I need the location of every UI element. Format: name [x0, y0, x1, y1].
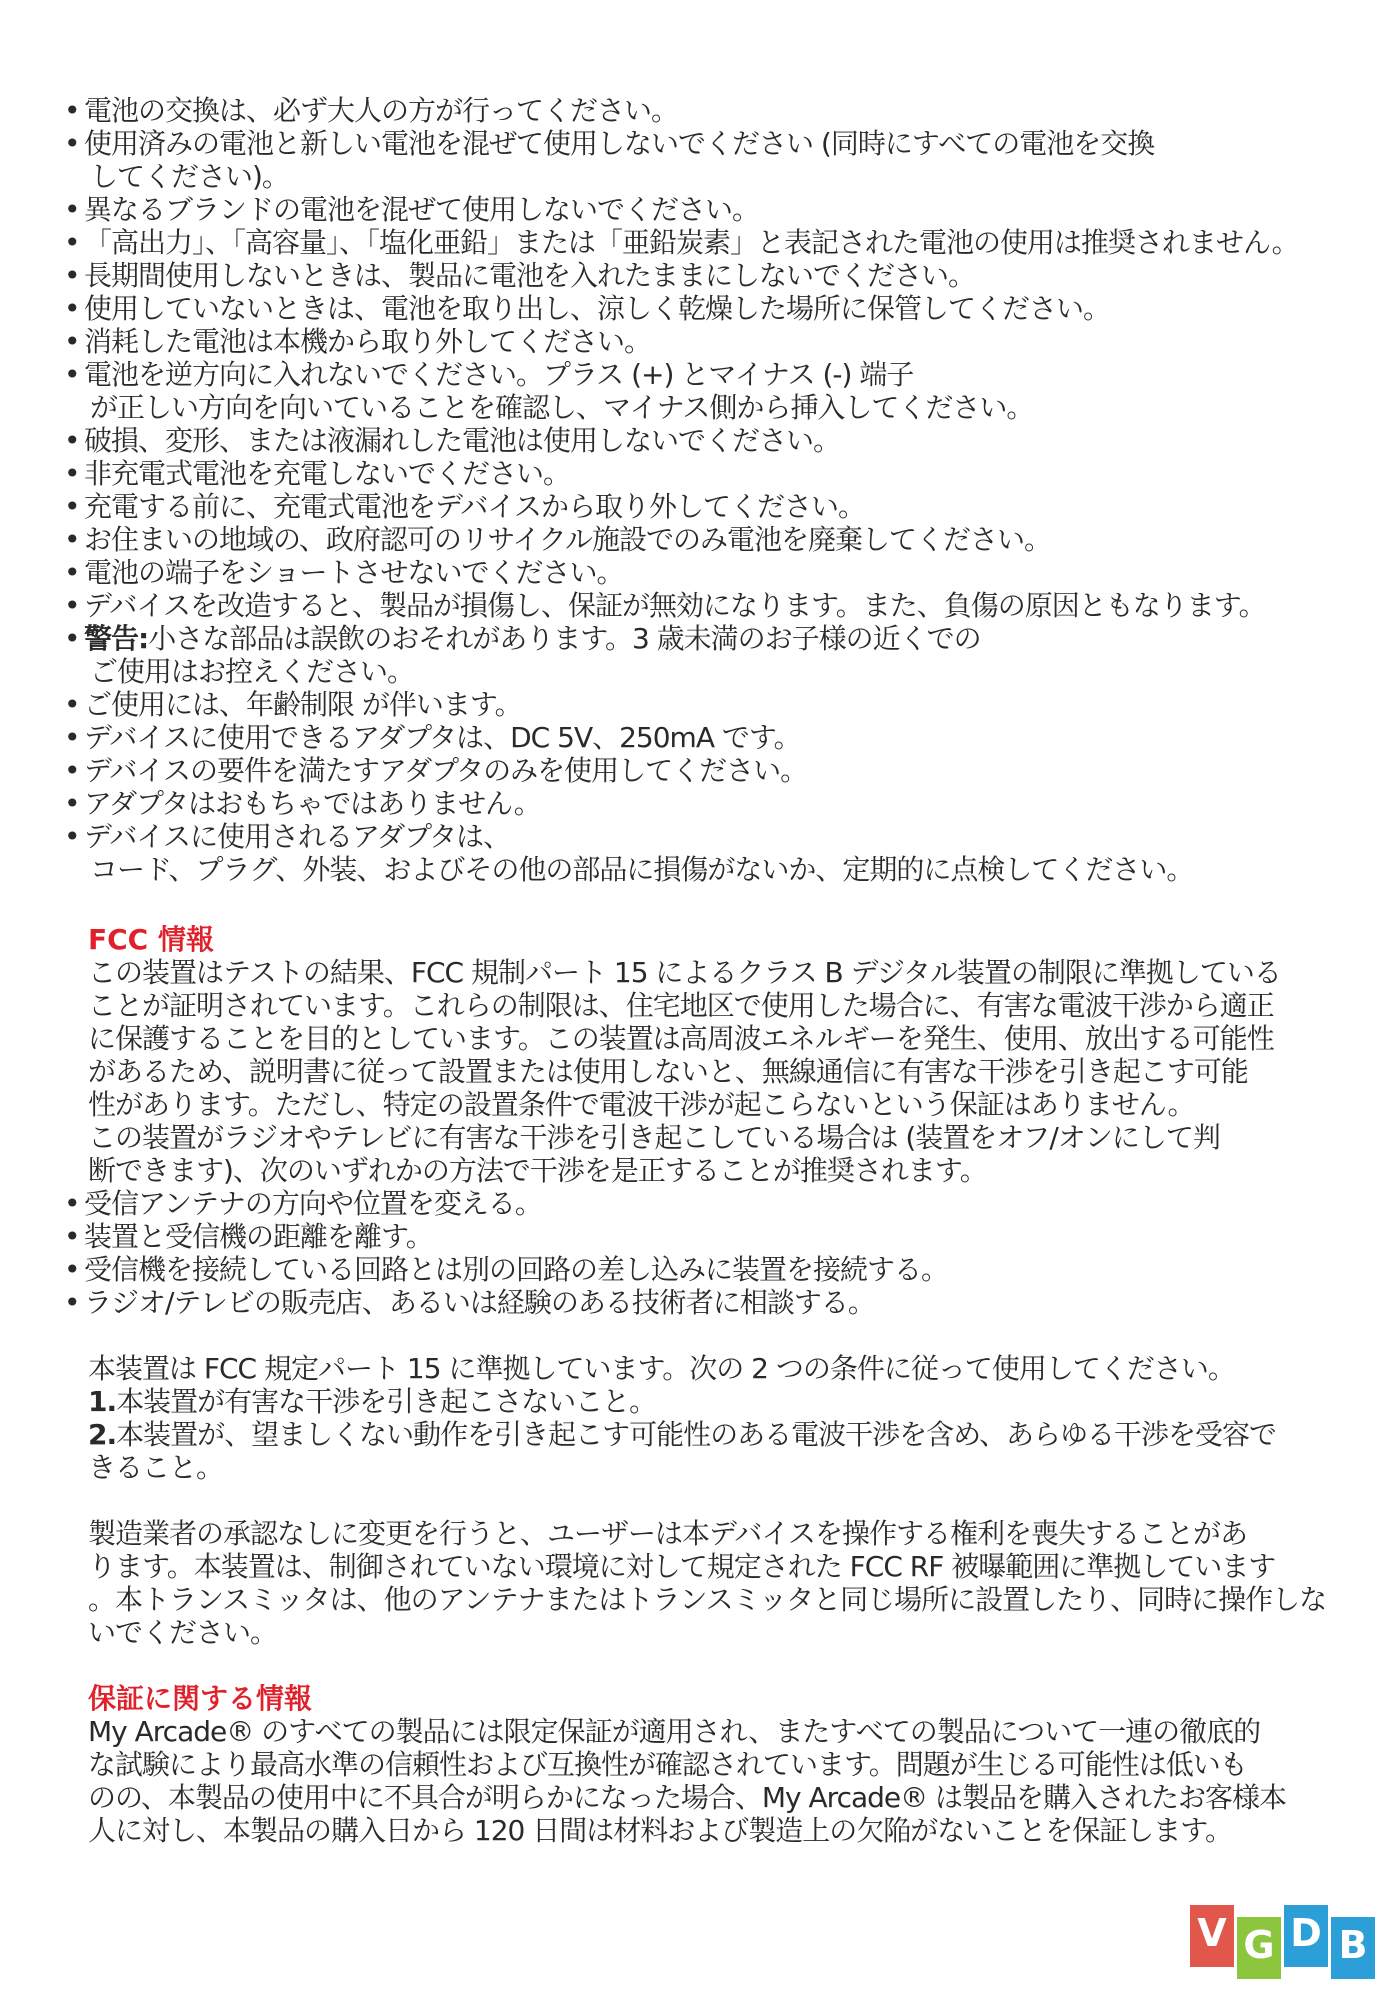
bullet-text: デバイスの要件を満たすアダプタのみを使用してください。	[84, 754, 808, 787]
bullet-text: 長期間使用しないときは、製品に電池を入れたままにしないでください。	[84, 259, 976, 292]
bullet-dot: •	[64, 820, 81, 853]
bullet-dot: •	[64, 457, 81, 490]
bullet-text: 充電する前に、充電式電池をデバイスから取り外してください。	[84, 490, 866, 523]
bullet-dot: •	[64, 688, 81, 721]
logo-tile	[1331, 1917, 1375, 1979]
bullet-dot: •	[64, 1187, 81, 1220]
bullet-text: 使用済みの電池と新しい電池を混ぜて使用しないでください (同時にすべての電池を交換	[84, 127, 1155, 160]
fcc-bullet-text: ラジオ/テレビの販売店、あるいは経験のある技術者に相談する。	[84, 1286, 875, 1319]
bullet-text: が正しい方向を向いていることを確認し、マイナス側から挿入してください。	[90, 391, 1034, 424]
bullet-dot: •	[64, 787, 81, 820]
fcc-condition-1: 1.本装置が有害な干渉を引き起こさないこと。	[88, 1385, 657, 1418]
bullet-dot: •	[64, 721, 81, 754]
bullet-dot: •	[64, 358, 81, 391]
bullet-text: アダプタはおもちゃではありません。	[84, 787, 541, 820]
warranty-paragraph-line: な試験により最高水準の信頼性および互換性が確認されています。問題が生じる可能性は低いも	[88, 1748, 1247, 1781]
fcc-heading: FCC 情報	[88, 923, 214, 956]
fcc-paragraph-line: ります。本装置は、制御されていない環境に対して規定された FCC RF 被曝範囲に準拠しています	[88, 1550, 1276, 1583]
fcc-paragraph-line: この装置がラジオやテレビに有害な干渉を引き起こしている場合は (装置をオフ/オンにして判	[88, 1121, 1220, 1154]
bullet-text: 「高出力」、「高容量」、「塩化亜鉛」または「亜鉛炭素」と表記された電池の使用は推奨されません。	[84, 226, 1299, 259]
bullet-text: 警告:小さな部品は誤飲のおそれがあります。3 歳未満のお子様の近くでの	[84, 622, 981, 655]
logo-tile	[1237, 1917, 1281, 1979]
bullet-text: 電池の交換は、必ず大人の方が行ってください。	[84, 94, 679, 127]
warranty-heading: 保証に関する情報	[88, 1682, 313, 1715]
bullet-text: 非充電式電池を充電しないでください。	[84, 457, 571, 490]
fcc-paragraph-line: いでください。	[88, 1616, 278, 1649]
bullet-dot: •	[64, 556, 81, 589]
bullet-dot: •	[64, 1286, 81, 1319]
fcc-condition-2: 2.本装置が、望ましくない動作を引き起こす可能性のある電波干渉を含め、あらゆる干渉を受容で	[88, 1418, 1277, 1451]
bullet-dot: •	[64, 1220, 81, 1253]
bullet-dot: •	[64, 490, 81, 523]
logo-letter: D	[1290, 1911, 1322, 1955]
warranty-paragraph-line: のの、本製品の使用中に不具合が明らかになった場合、My Arcade® は製品を購入されたお客様本	[88, 1781, 1287, 1814]
bullet-text: お住まいの地域の、政府認可のリサイクル施設でのみ電池を廃棄してください。	[84, 523, 1051, 556]
fcc-paragraph-line: 性があります。ただし、特定の設置条件で電波干渉が起こらないという保証はありません。	[88, 1088, 1195, 1121]
warranty-paragraph-line: My Arcade® のすべての製品には限定保証が適用され、またすべての製品について一連の徹底的	[88, 1715, 1261, 1748]
warning-label: 警告:	[84, 622, 149, 655]
fcc-paragraph-line: 。本トランスミッタは、他のアンテナまたはトランスミッタと同じ場所に設置したり、同時に操作しな	[88, 1583, 1327, 1616]
bullet-text: 異なるブランドの電池を混ぜて使用しないでください。	[84, 193, 760, 226]
bullet-dot: •	[64, 1253, 81, 1286]
logo-letter: G	[1243, 1923, 1275, 1967]
bullet-dot: •	[64, 325, 81, 358]
fcc-paragraph-line: に保護することを目的としています。この装置は高周波エネルギーを発生、使用、放出する可能性	[88, 1022, 1274, 1055]
bullet-dot: •	[64, 94, 81, 127]
bullet-dot: •	[64, 754, 81, 787]
bullet-text: 破損、変形、または液漏れした電池は使用しないでください。	[84, 424, 841, 457]
fcc-paragraph-line: ことが証明されています。これらの制限は、住宅地区で使用した場合に、有害な電波干渉から適正	[88, 989, 1274, 1022]
bullet-dot: •	[64, 292, 81, 325]
fcc-paragraph-line: 断できます)、次のいずれかの方法で干渉を是正することが推奨されます。	[88, 1154, 987, 1187]
bullet-dot: •	[64, 523, 81, 556]
bullet-dot: •	[64, 193, 81, 226]
bullet-text: 使用していないときは、電池を取り出し、涼しく乾燥した場所に保管してください。	[84, 292, 1111, 325]
logo-tile	[1190, 1905, 1234, 1967]
bullet-dot: •	[64, 259, 81, 292]
bullet-text: デバイスを改造すると、製品が損傷し、保証が無効になります。また、負傷の原因ともなります。	[84, 589, 1266, 622]
bullet-text: デバイスに使用されるアダプタは、	[84, 820, 511, 853]
fcc-paragraph-line: があるため、説明書に従って設置または使用しないと、無線通信に有害な干渉を引き起こす可能	[88, 1055, 1248, 1088]
bullet-text: 電池の端子をショートさせないでください。	[84, 556, 624, 589]
fcc-bullet-text: 受信アンテナの方向や位置を変える。	[84, 1187, 542, 1220]
vgdb-logo	[1190, 1905, 1380, 1981]
bullet-text: ご使用には、年齢制限 が伴います。	[84, 688, 522, 721]
bullet-dot: •	[64, 622, 81, 655]
fcc-condition-2: きること。	[88, 1451, 224, 1484]
fcc-paragraph-line: この装置はテストの結果、FCC 規制パート 15 によるクラス B デジタル装置の制限に準拠している	[88, 956, 1281, 989]
bullet-text: 消耗した電池は本機から取り外してください。	[84, 325, 652, 358]
logo-letter: V	[1197, 1911, 1227, 1955]
fcc-bullet-text: 受信機を接続している回路とは別の回路の差し込みに装置を接続する。	[84, 1253, 949, 1286]
condition-number: 1.	[88, 1385, 117, 1418]
fcc-bullet-text: 装置と受信機の距離を離す。	[84, 1220, 433, 1253]
logo-letter: B	[1338, 1923, 1368, 1967]
condition-number: 2.	[88, 1418, 117, 1451]
bullet-text: 電池を逆方向に入れないでください。プラス (+) とマイナス (-) 端子	[84, 358, 914, 391]
bullet-text: ご使用はお控えください。	[90, 655, 415, 688]
warranty-paragraph-line: 人に対し、本製品の購入日から 120 日間は材料および製造上の欠陥がないことを保証します。	[88, 1814, 1233, 1847]
bullet-dot: •	[64, 127, 81, 160]
bullet-text: デバイスに使用できるアダプタは、DC 5V、250mA です。	[84, 721, 801, 754]
bullet-dot: •	[64, 424, 81, 457]
bullet-dot: •	[64, 589, 81, 622]
bullet-dot: •	[64, 226, 81, 259]
fcc-paragraph-line: 製造業者の承認なしに変更を行うと、ユーザーは本デバイスを操作する権利を喪失することがあ	[88, 1517, 1248, 1550]
bullet-text: コード、プラグ、外装、およびその他の部品に損傷がないか、定期的に点検してください。	[90, 853, 1194, 886]
fcc-paragraph-line: 本装置は FCC 規定パート 15 に準拠しています。次の 2 つの条件に従って使用してください。	[88, 1352, 1235, 1385]
logo-tile	[1284, 1905, 1328, 1967]
bullet-text: してください)。	[90, 160, 289, 193]
